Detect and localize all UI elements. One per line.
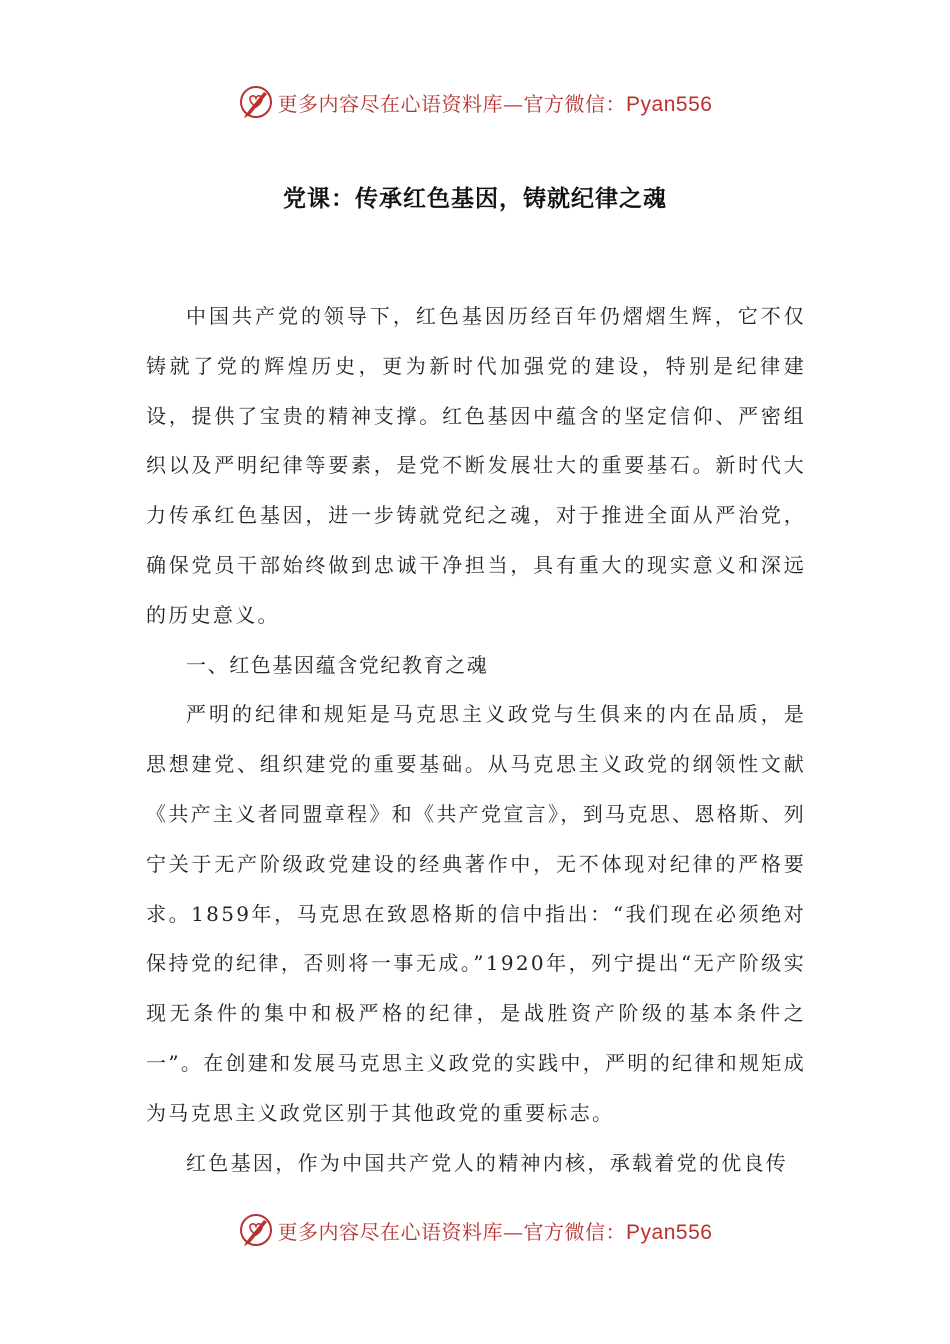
header-banner	[0, 82, 950, 122]
header-banner-text: 更多内容尽在心语资料库—官方微信：Pyan556	[277, 91, 713, 116]
pen-heart-logo-icon	[238, 1212, 274, 1248]
paragraph-intro: 中国共产党的领导下，红色基因历经百年仍熠熠生辉，它不仅铸就了党的辉煌历史，更为新时代加强党的建设，特别是纪律建设，提供了宝贵的精神支撑。红色基因中蕴含的坚定信仰、严密组织以及严明纪律等要素，是党不断发展壮大的重要基石。新时代大力传承红色基因，进一步铸就党纪之魂，对于推进全面从严治党，确保党员干部始终做到忠诚干净担当，具有重大的现实意义和深远的历史意义。	[146, 304, 806, 627]
footer-banner	[0, 1210, 950, 1250]
paragraph-discipline: 严明的纪律和规矩是马克思主义政党与生俱来的内在品质，是思想建党、组织建党的重要基础。从马克思主义政党的纲领性文献《共产主义者同盟章程》和《共产党宣言》，到马克思、恩格斯、列宁关于无产阶级政党建设的经典著作中，无不体现对纪律的严格要求。1859年，马克思在致恩格斯的信中指出：“我们现在必须绝对保持党的纪律，否则将一事无成。”1920年，列宁提出“无产阶级实现无条件的集中和极严格的纪律，是战胜资产阶级的基本条件之一”。在创建和发展马克思主义政党的实践中，严明的纪律和规矩成为马克思主义政党区别于其他政党的重要标志。	[146, 702, 806, 1125]
header-banner-account: Pyan556	[626, 92, 713, 116]
footer-banner-text: 更多内容尽在心语资料库—官方微信：Pyan556	[277, 1219, 713, 1244]
document-body	[146, 292, 806, 1188]
document-title: 党课：传承红色基因，铸就纪律之魂	[283, 185, 667, 212]
pen-heart-logo-icon	[238, 84, 274, 120]
footer-banner-account: Pyan556	[626, 1220, 713, 1244]
section-heading: 一、红色基因蕴含党纪教育之魂	[186, 652, 489, 677]
paragraph-red-gene: 红色基因，作为中国共产党人的精神内核，承载着党的优良传	[186, 1150, 789, 1175]
